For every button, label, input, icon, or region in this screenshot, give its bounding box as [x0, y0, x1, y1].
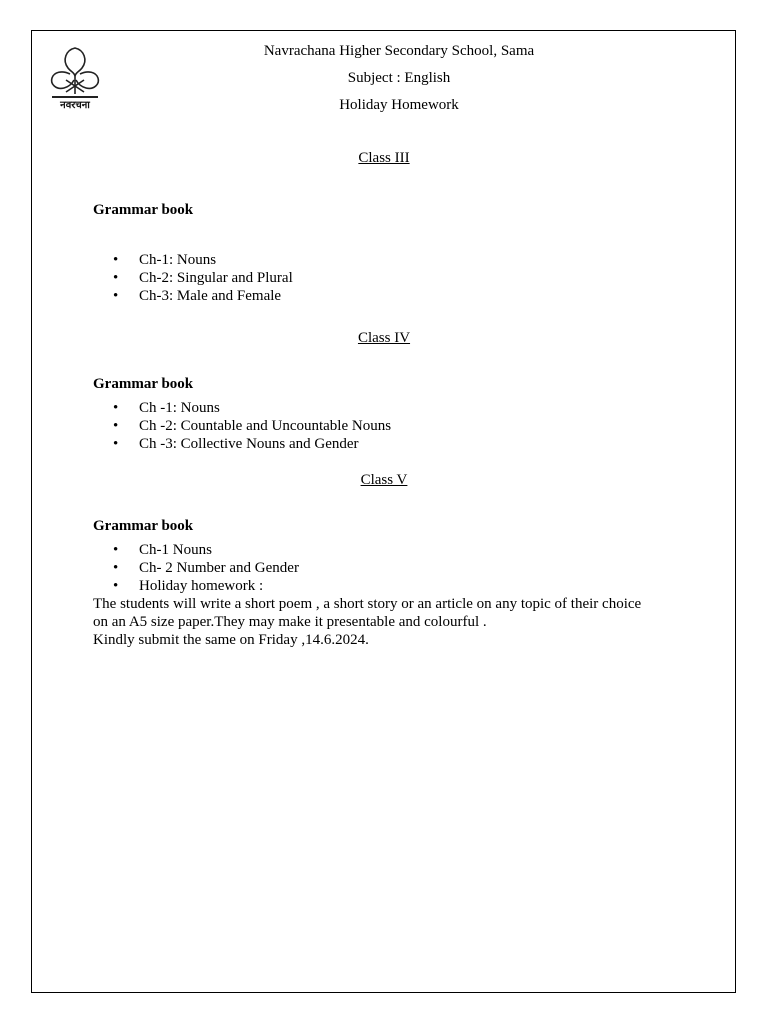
class-iv-book-title: Grammar book	[93, 376, 194, 392]
list-item: • Ch-3: Male and Female	[93, 288, 293, 306]
class-v-book-title: Grammar book	[93, 518, 194, 534]
class-iv-heading: Class IV	[357, 330, 411, 346]
list-item: • Ch -2: Countable and Uncountable Nouns	[93, 418, 391, 436]
class-iii-heading: Class III	[358, 150, 410, 166]
list-item: • Ch-1 Nouns	[93, 542, 299, 560]
class-iii-chapter-list	[93, 252, 293, 305]
list-item: • Ch-2: Singular and Plural	[93, 270, 293, 288]
class-v-heading: Class V	[360, 472, 408, 488]
instructions-line: The students will write a short poem , a short story or an article on any topic of their choice	[93, 596, 642, 612]
list-item: • Ch-1: Nouns	[93, 252, 293, 270]
svg-text:नवरचना: नवरचना	[60, 100, 90, 111]
page-border	[31, 30, 736, 993]
subject-line: Subject : English	[347, 70, 451, 86]
class-iii-book-title: Grammar book	[93, 202, 194, 218]
instructions-line: Kindly submit the same on Friday ,14.6.2024.	[93, 631, 369, 648]
document-title: Holiday Homework	[339, 97, 459, 113]
list-item: • Ch -3: Collective Nouns and Gender	[93, 436, 391, 454]
list-item: • Holiday homework :	[93, 578, 299, 596]
class-v-chapter-list	[93, 542, 299, 595]
instructions	[93, 596, 683, 649]
instructions-line: on an A5 size paper.They may make it presentable and colourful .	[93, 613, 487, 630]
school-name: Navrachana Higher Secondary School, Sama	[263, 43, 535, 59]
list-item: • Ch -1: Nouns	[93, 400, 391, 418]
class-iv-chapter-list	[93, 400, 391, 453]
list-item: • Ch- 2 Number and Gender	[93, 560, 299, 578]
